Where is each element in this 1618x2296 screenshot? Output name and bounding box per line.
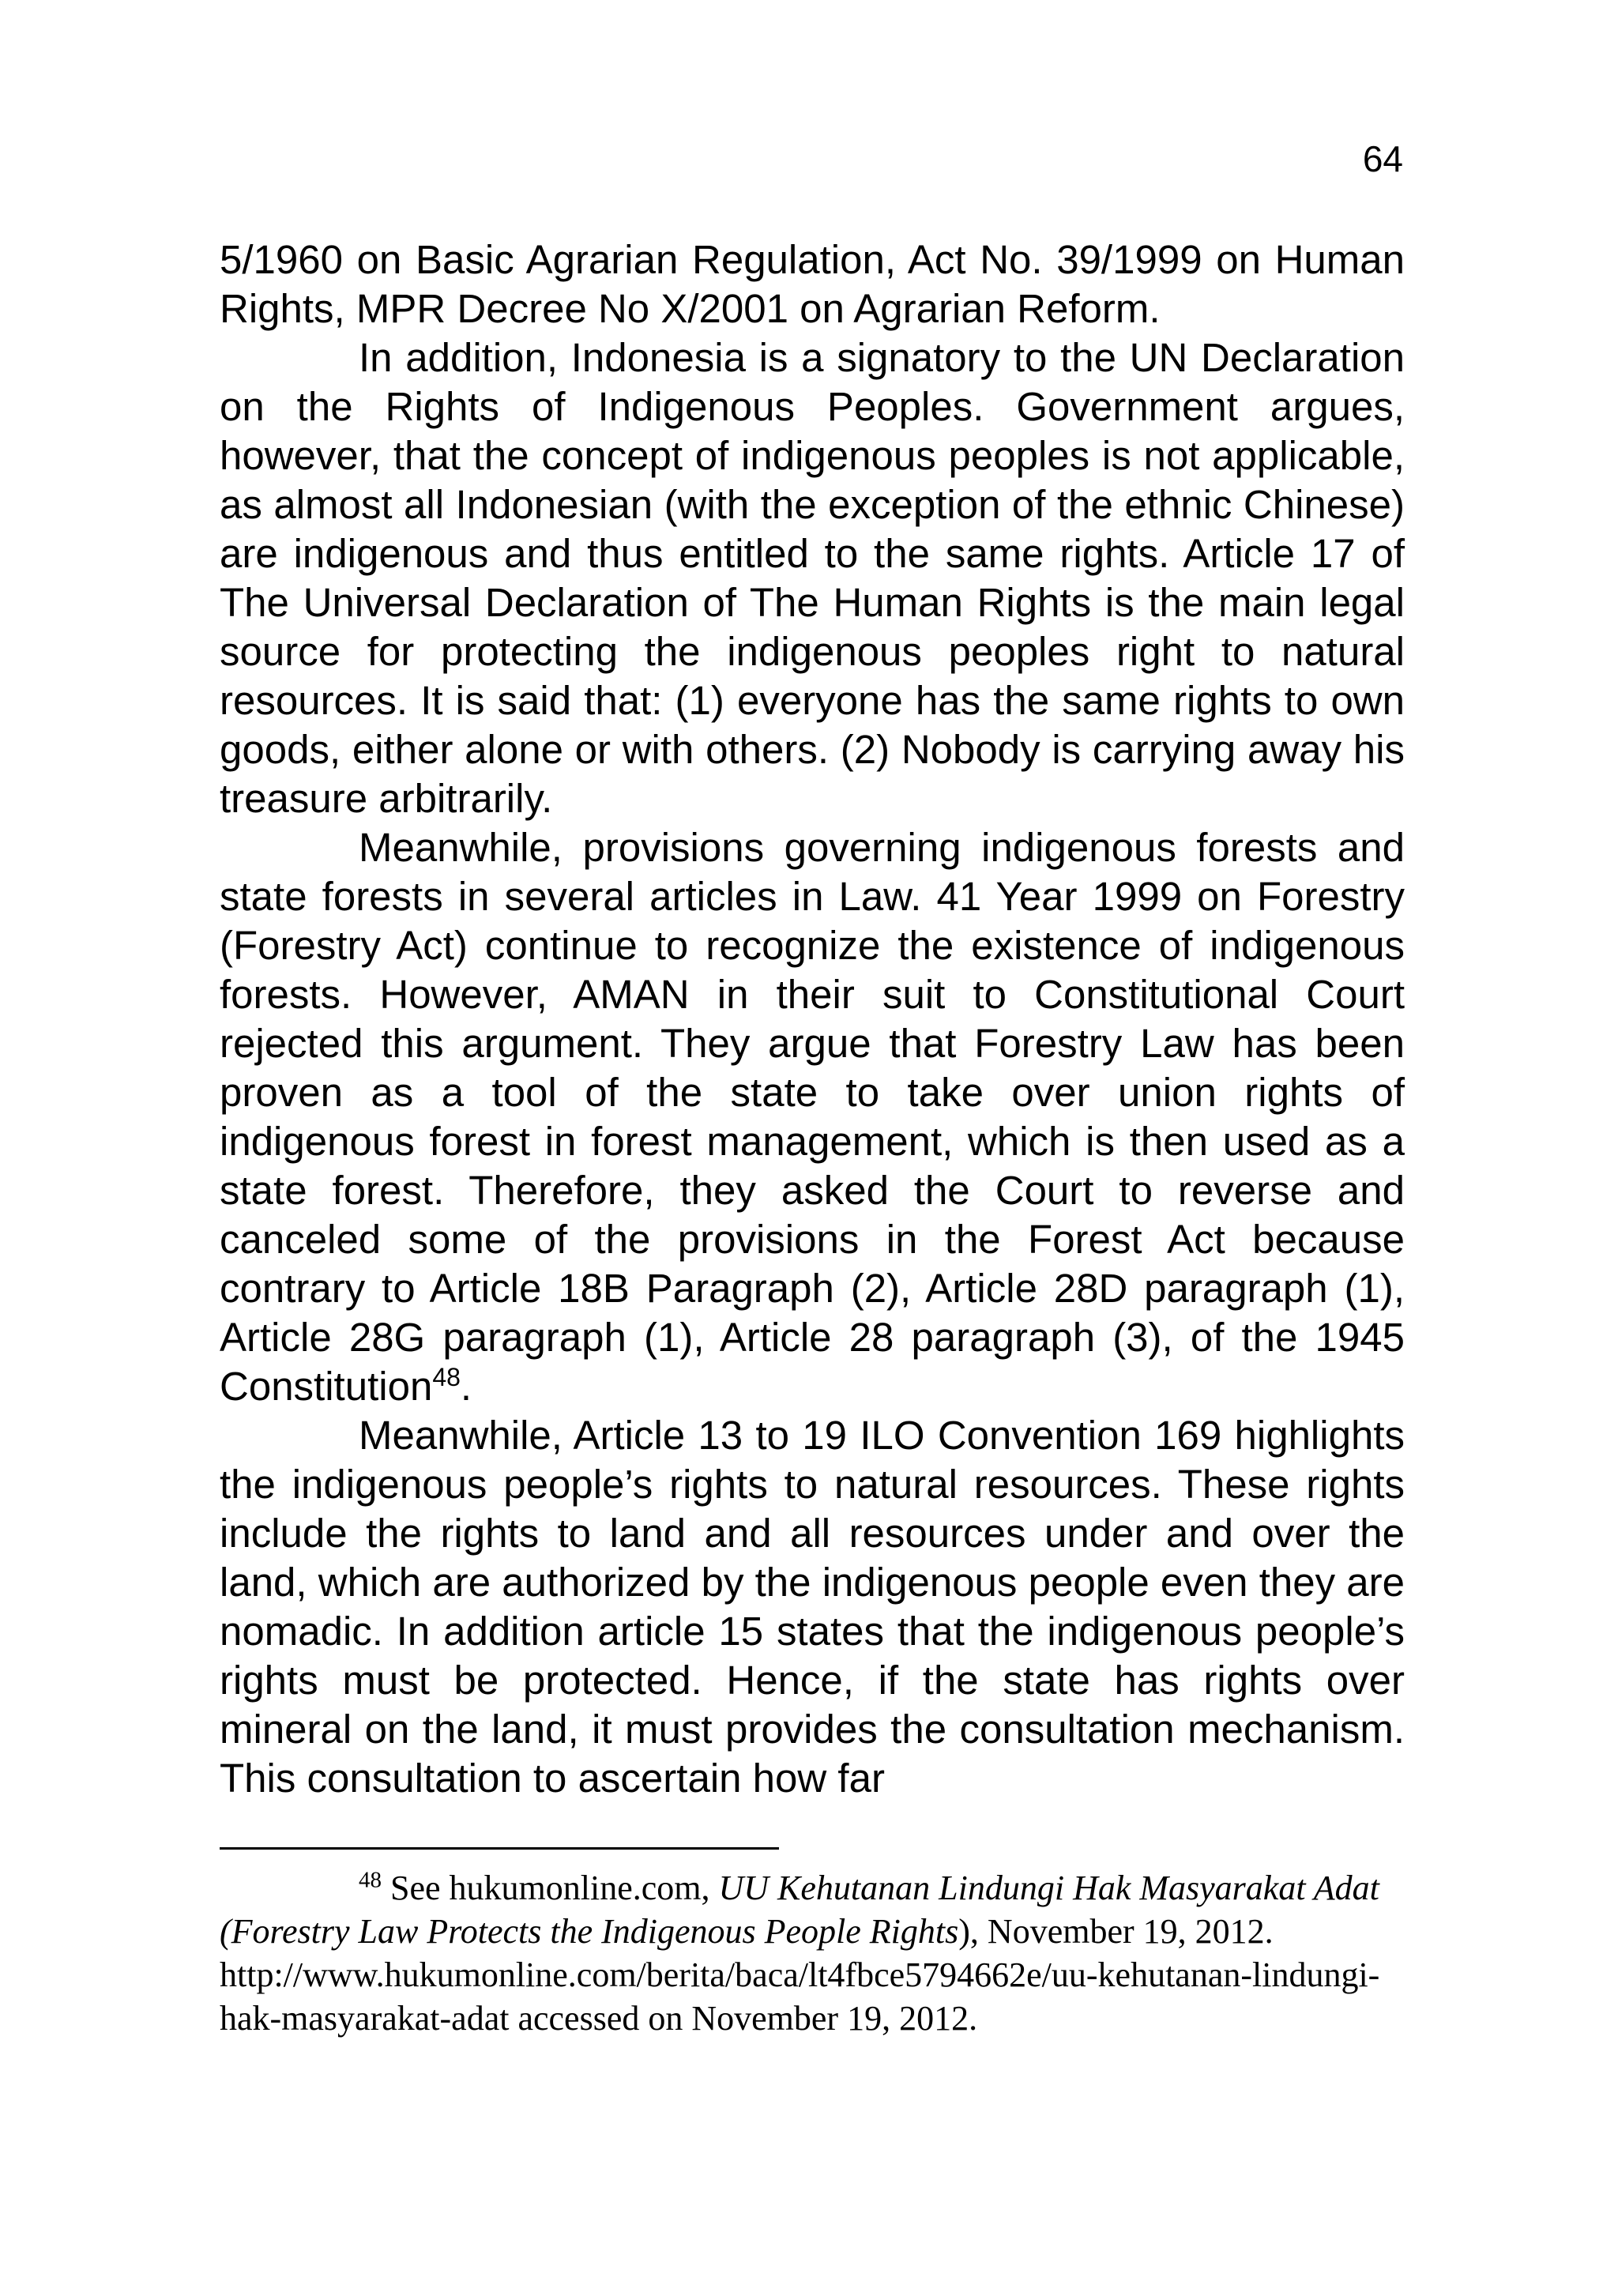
- footnote-48: [220, 1866, 1386, 2040]
- footnote-mark: 48: [359, 1867, 382, 1893]
- page-number: 64: [1362, 138, 1403, 179]
- footnote-accessed: accessed on November 19, 2012.: [509, 1999, 978, 2038]
- footnote-lead: See hukumonline.com,: [390, 1869, 719, 1907]
- paragraph-2: In addition, Indonesia is a signatory to the UN Declaration on the Rights of Indigenous Peoples. Government argues, however, that the concept of indigenous peoples is not applicable, as almost all Indonesian (with the exception of the ethnic Chinese) are indigenous and thus entitled to the same rights. Article 17 of The Universal Declaration of The Human Rights is the main legal source for protecting the indigenous peoples right to natural resources. It is said that: (1) everyone has the same rights to own goods, either alone or with others. (2) Nobody is carrying away his treasure arbitrarily.: [220, 335, 1405, 821]
- paragraph-3-text: Meanwhile, provisions governing indigenous forests and state forests in several articles in Law. 41 Year 1999 on Forestry (Forestry Act) continue to recognize the existence of indigenous forests. However, AMAN in their suit to Constitutional Court rejected this argument. They argue that Forestry Law has been proven as a tool of the state to take over union rights of indigenous forest in forest management, which is then used as a state forest. Therefore, they asked the Court to reverse and canceled some of the provisions in the Forest Act because contrary to Article 18B Paragraph (2), Article 28D paragraph (1), Article 28G paragraph (1), Article 28 paragraph (3), of the 1945 Constitution: [220, 825, 1405, 1409]
- footnote-separator: [220, 1847, 779, 1850]
- body-text: [220, 235, 1405, 1803]
- footnote-after-title: ), November 19, 2012.: [958, 1912, 1274, 1951]
- paragraph-3-end: .: [460, 1364, 472, 1409]
- footnote-title: UU Kehutanan Lindungi Hak Masyarakat Adat (Forestry Law Protects the Indigenous People Rights: [220, 1869, 1379, 1951]
- footnote-reference-48[interactable]: 48: [432, 1363, 461, 1391]
- footnote-text: [220, 1866, 1386, 2040]
- paragraph-4: Meanwhile, Article 13 to 19 ILO Convention 169 highlights the indigenous people’s rights to natural resources. These rights include the rights to land and all resources under and over the land, which are authorized by the indigenous people even they are nomadic. In addition article 15 states that the indigenous people’s rights must be protected. Hence, if the state has rights over mineral on the land, it must provides the consultation mechanism. This consultation to ascertain how far: [220, 1413, 1405, 1801]
- paragraph-1: 5/1960 on Basic Agrarian Regulation, Act No. 39/1999 on Human Rights, MPR Decree No X/2001 on Agrarian Reform.: [220, 237, 1405, 331]
- paragraph-3: [220, 823, 1405, 1411]
- footnote-url[interactable]: http://www.hukumonline.com/berita/baca/lt4fbce5794662e/uu-kehutanan-lindungi-hak-masyarakat-adat: [220, 1955, 1380, 2038]
